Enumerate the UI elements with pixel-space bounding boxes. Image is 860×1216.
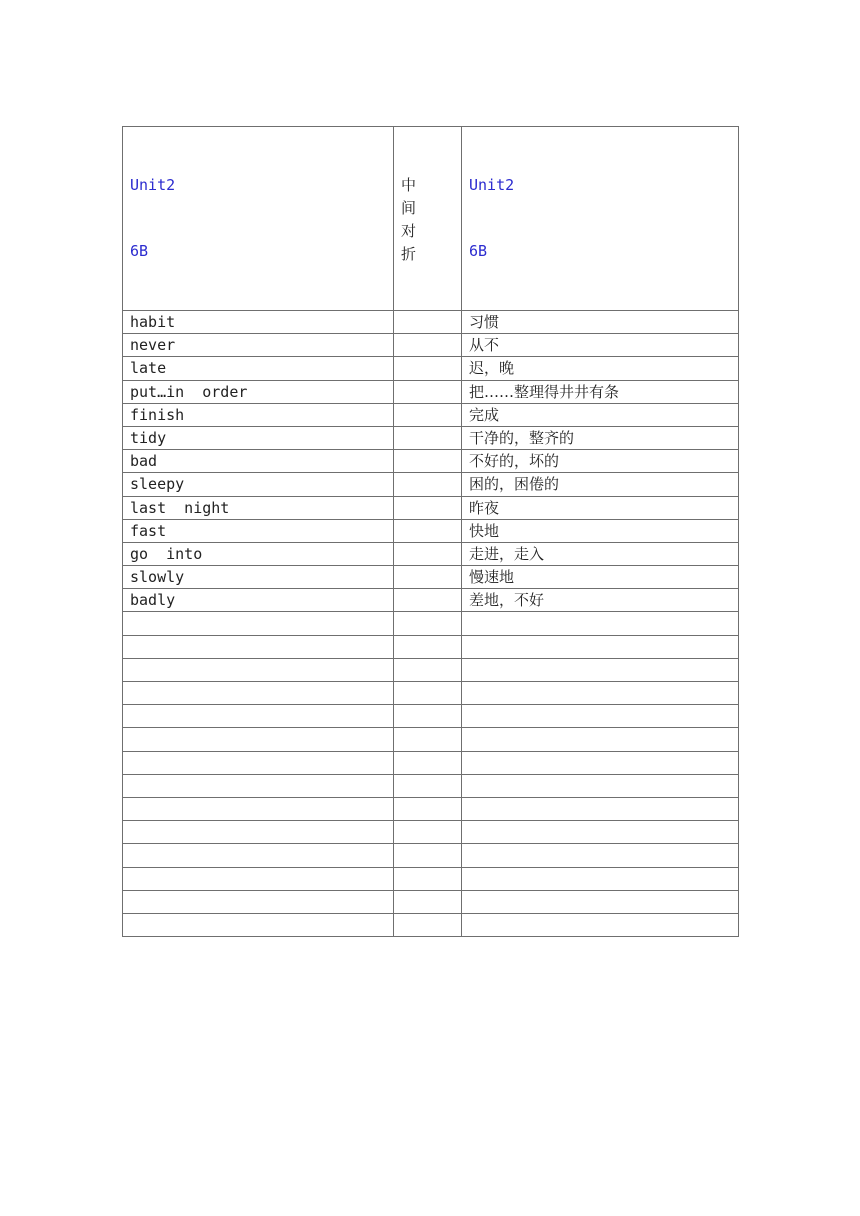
table-row [123,728,739,751]
english-word-cell: bad [123,450,394,473]
table-row [123,311,739,334]
chinese-meaning-cell [462,913,739,936]
table-row [123,496,739,519]
fold-gap-cell [394,774,462,797]
chinese-meaning-cell: 昨夜 [462,496,739,519]
fold-gap-cell [394,913,462,936]
chinese-meaning-cell: 习惯 [462,311,739,334]
table-row [123,797,739,820]
chinese-meaning-cell [462,890,739,913]
table-row [123,913,739,936]
fold-gap-cell [394,890,462,913]
fold-gap-cell [394,450,462,473]
grade-label-right: 6B [469,242,488,260]
chinese-meaning-cell: 快地 [462,519,739,542]
table-row [123,473,739,496]
english-word-cell: finish [123,403,394,426]
chinese-meaning-cell [462,705,739,728]
table-row [123,751,739,774]
chinese-meaning-cell [462,682,739,705]
fold-gap-cell [394,844,462,867]
fold-header-cell [394,127,462,311]
fold-gap-cell [394,867,462,890]
table-row [123,682,739,705]
unit-title-right: Unit2 [469,176,515,194]
english-word-cell [123,682,394,705]
table-row [123,890,739,913]
vocabulary-table-body [123,127,739,937]
english-word-cell [123,844,394,867]
english-word-cell: fast [123,519,394,542]
english-word-cell [123,728,394,751]
vocabulary-sheet [122,126,738,937]
table-row [123,542,739,565]
english-word-cell: put…in order [123,380,394,403]
english-word-cell [123,867,394,890]
english-word-cell [123,612,394,635]
chinese-meaning-cell: 不好的，坏的 [462,450,739,473]
table-row [123,334,739,357]
chinese-meaning-cell [462,635,739,658]
fold-gap-cell [394,380,462,403]
fold-gap-cell [394,658,462,681]
fold-gap-cell [394,496,462,519]
vocabulary-table [122,126,739,937]
fold-gap-cell [394,797,462,820]
table-row [123,658,739,681]
chinese-meaning-cell: 从不 [462,334,739,357]
fold-gap-cell [394,821,462,844]
english-word-cell [123,635,394,658]
english-word-cell: go into [123,542,394,565]
fold-gap-cell [394,426,462,449]
chinese-meaning-cell [462,774,739,797]
table-row [123,380,739,403]
fold-gap-cell [394,751,462,774]
chinese-meaning-cell [462,612,739,635]
chinese-meaning-cell [462,821,739,844]
english-word-cell [123,705,394,728]
chinese-meaning-cell: 干净的，整齐的 [462,426,739,449]
english-word-cell [123,751,394,774]
english-word-cell: late [123,357,394,380]
chinese-meaning-cell [462,867,739,890]
grade-label-left: 6B [130,242,149,260]
chinese-meaning-cell [462,751,739,774]
table-row [123,844,739,867]
table-row [123,357,739,380]
english-word-cell: badly [123,589,394,612]
unit-title-left: Unit2 [130,176,176,194]
chinese-meaning-cell: 完成 [462,403,739,426]
table-row [123,403,739,426]
table-row [123,450,739,473]
english-word-cell [123,890,394,913]
fold-gap-cell [394,705,462,728]
chinese-meaning-cell: 差地，不好 [462,589,739,612]
chinese-meaning-cell [462,658,739,681]
english-word-cell [123,821,394,844]
fold-gap-cell [394,589,462,612]
table-header-row [123,127,739,311]
english-word-cell [123,913,394,936]
fold-gap-cell [394,311,462,334]
fold-gap-cell [394,635,462,658]
fold-gap-cell [394,566,462,589]
fold-gap-cell [394,542,462,565]
table-row [123,566,739,589]
fold-gap-cell [394,682,462,705]
chinese-meaning-cell [462,844,739,867]
table-row [123,635,739,658]
english-word-cell: sleepy [123,473,394,496]
english-word-cell: tidy [123,426,394,449]
english-word-cell [123,774,394,797]
chinese-meaning-cell [462,728,739,751]
fold-gap-cell [394,728,462,751]
chinese-meaning-cell: 慢速地 [462,566,739,589]
fold-gap-cell [394,403,462,426]
table-row [123,821,739,844]
table-row [123,589,739,612]
table-row [123,519,739,542]
fold-instruction: 中间对折 [401,176,417,263]
table-row [123,612,739,635]
fold-gap-cell [394,519,462,542]
table-row [123,426,739,449]
chinese-meaning-cell: 困的，困倦的 [462,473,739,496]
table-row [123,705,739,728]
chinese-meaning-cell: 把……整理得井井有条 [462,380,739,403]
english-word-cell: habit [123,311,394,334]
chinese-meaning-cell [462,797,739,820]
english-word-cell: never [123,334,394,357]
table-row [123,774,739,797]
english-header-cell [123,127,394,311]
english-word-cell [123,797,394,820]
chinese-meaning-cell: 迟，晚 [462,357,739,380]
chinese-header-cell [462,127,739,311]
english-word-cell: slowly [123,566,394,589]
fold-gap-cell [394,473,462,496]
table-row [123,867,739,890]
fold-gap-cell [394,334,462,357]
fold-gap-cell [394,612,462,635]
fold-gap-cell [394,357,462,380]
english-word-cell: last night [123,496,394,519]
english-word-cell [123,658,394,681]
chinese-meaning-cell: 走进，走入 [462,542,739,565]
